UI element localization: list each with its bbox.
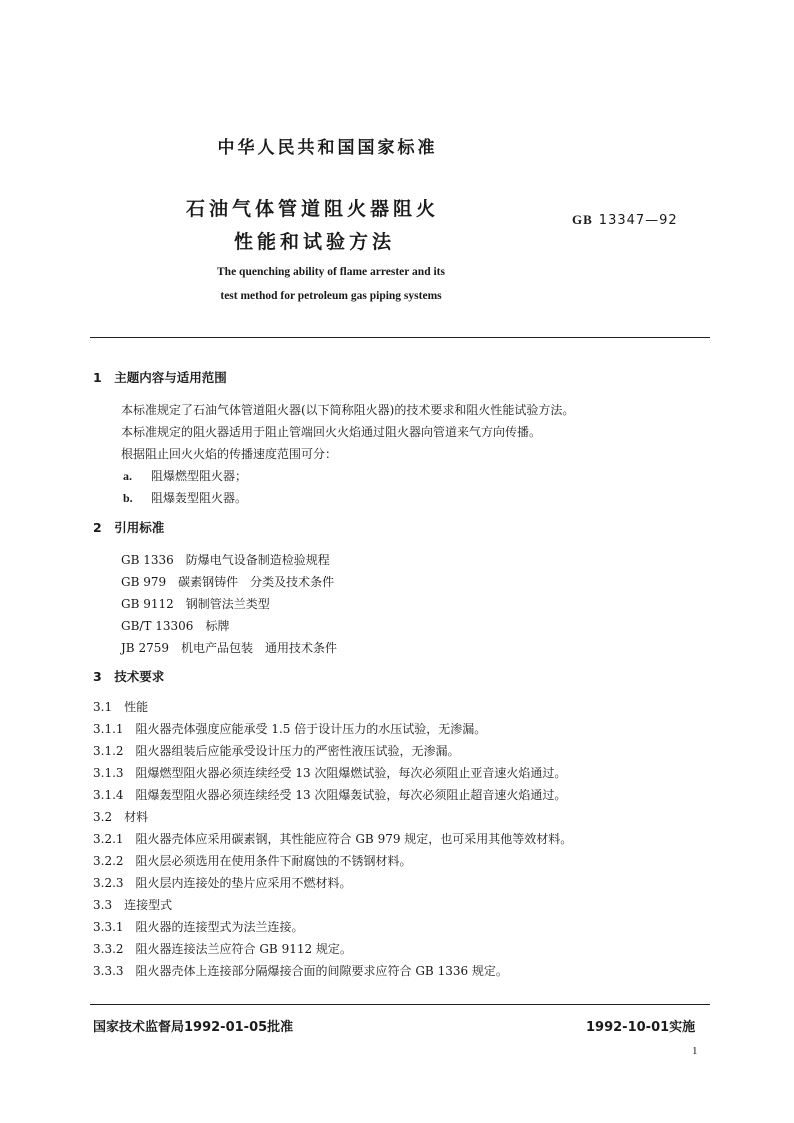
list-item-b [123,489,247,506]
clause-line: 3.2.3 阻火层内连接处的垫片应采用不燃材料。 [93,876,352,890]
country-standard-title: 中华人民共和国国家标准 [217,138,438,158]
approval-info: 国家技术监督局1992-01-05批准 [93,1020,294,1035]
reference-item: GB 1336 防爆电气设备制造检验规程 [121,553,330,567]
standard-code: 13347—92 [598,213,678,228]
reference-item: GB/T 13306 标牌 [121,619,230,633]
list-label-a: a. [123,469,132,483]
section-1-para1: 本标准规定了石油气体管道阻火器(以下简称阻火器)的技术要求和阻火性能试验方法。 [121,403,575,417]
clause-line: 3.1.2 阻火器组装后应能承受设计压力的严密性液压试验，无渗漏。 [93,744,460,758]
footer-divider [90,1004,710,1005]
section-3-heading: 3 技术要求 [93,669,165,684]
clause-line: 3.2.2 阻火层必须选用在使用条件下耐腐蚀的不锈钢材料。 [93,854,412,868]
clause-line: 3.3 连接型式 [93,898,173,912]
section-1-para3: 根据阻止回火火焰的传播速度范围可分： [121,447,338,461]
list-text-a: 阻爆燃型阻火器； [151,469,248,483]
effective-date: 1992-10-01实施 [586,1020,696,1035]
standard-title-line1: 石油气体管道阻火器阻火 [186,198,440,220]
list-label-b: b. [123,491,133,505]
clause-line: 3.1.1 阻火器壳体强度应能承受 1.5 倍于设计压力的水压试验，无渗漏。 [93,722,487,736]
standard-title-line2: 性能和试验方法 [234,231,396,253]
section-1-heading: 1 主题内容与适用范围 [93,370,227,385]
list-text-b: 阻爆轰型阻火器。 [151,491,248,505]
english-title-line2: test method for petroleum gas piping systems [220,290,442,302]
clause-line: 3.3.2 阻火器连接法兰应符合 GB 9112 规定。 [93,942,352,956]
standard-number [572,212,678,228]
clause-line: 3.3.3 阻火器壳体上连接部分隔爆接合面的间隙要求应符合 GB 1336 规定。 [93,964,508,978]
clause-line: 3.2.1 阻火器壳体应采用碳素钢，其性能应符合 GB 979 规定，也可采用其他等效材料。 [93,832,573,846]
clause-line: 3.1.4 阻爆轰型阻火器必须连续经受 13 次阻爆轰试验，每次必须阻止超音速火焰通过。 [93,788,567,802]
clause-line: 3.1.3 阻爆燃型阻火器必须连续经受 13 次阻爆燃试验，每次必须阻止亚音速火焰通过。 [93,766,567,780]
clause-line: 3.1 性能 [93,700,149,714]
reference-item: GB 979 碳素钢铸件 分类及技术条件 [121,575,335,589]
section-1-para2: 本标准规定的阻火器适用于阻止管端回火火焰通过阻火器向管道来气方向传播。 [121,425,542,439]
clause-line: 3.3.1 阻火器的连接型式为法兰连接。 [93,920,304,934]
standard-prefix: GB [572,212,593,227]
section-2-heading: 2 引用标准 [93,520,165,535]
list-item-a [123,467,247,484]
clause-line: 3.2 材料 [93,810,149,824]
header-divider [90,337,710,338]
reference-item: JB 2759 机电产品包装 通用技术条件 [121,641,337,655]
reference-item: GB 9112 钢制管法兰类型 [121,597,270,611]
page-number: 1 [692,1045,698,1057]
english-title-line1: The quenching ability of flame arrester and its [217,266,445,278]
